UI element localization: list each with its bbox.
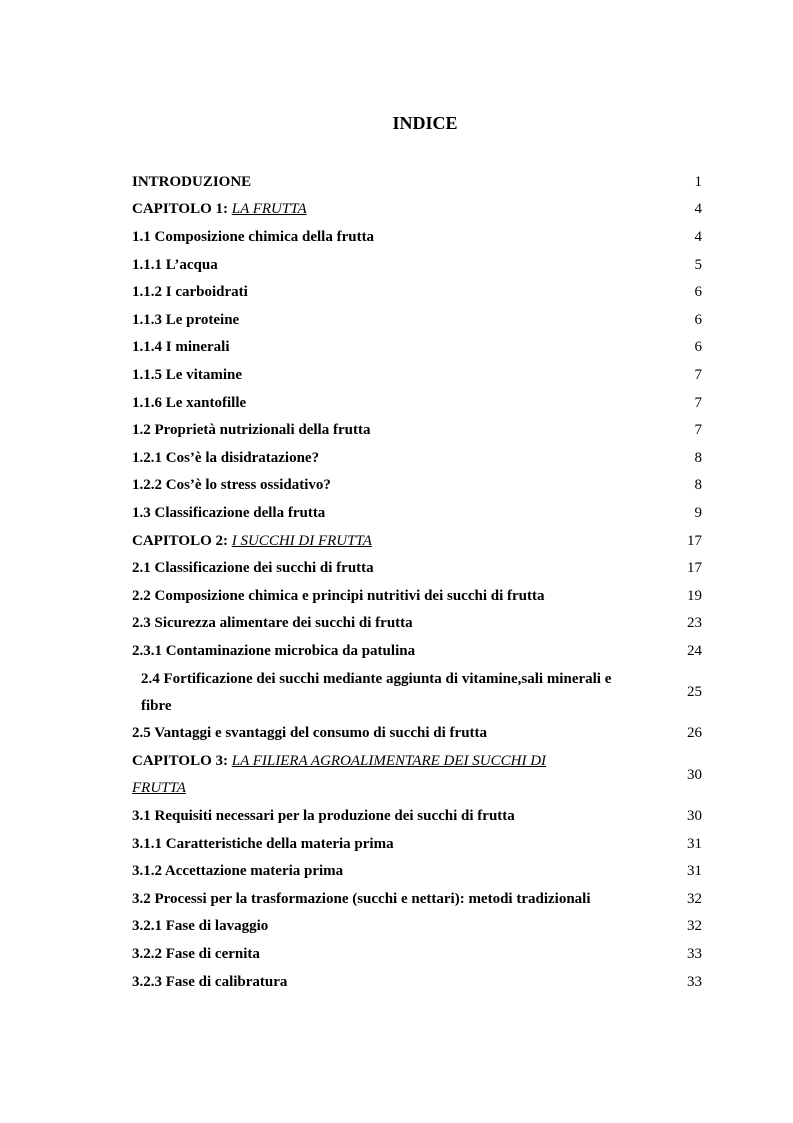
toc-label: 3.1 Requisiti necessari per la produzione dei succhi di frutta bbox=[132, 808, 515, 825]
toc-label-line: fibre bbox=[141, 697, 172, 714]
chapter-title: I SUCCHI DI FRUTTA bbox=[231, 532, 372, 549]
toc-label: 3.2.2 Fase di cernita bbox=[132, 946, 260, 963]
toc-page-number: 24 bbox=[687, 642, 702, 659]
toc-page-number: 19 bbox=[687, 587, 702, 604]
toc-label: INTRODUZIONE bbox=[132, 173, 252, 190]
toc-page-number: 23 bbox=[687, 615, 702, 632]
toc-label: 1.1.5 Le vitamine bbox=[132, 366, 242, 383]
toc-label: 2.2 Composizione chimica e principi nutritivi dei succhi di frutta bbox=[132, 587, 545, 604]
toc-page-number: 7 bbox=[694, 422, 702, 439]
toc-label bbox=[132, 532, 662, 550]
toc-page-number: 8 bbox=[694, 477, 702, 494]
toc-label: 3.2 Processi per la trasformazione (succhi e nettari): metodi tradizionali bbox=[132, 890, 591, 907]
toc-entry[interactable] bbox=[132, 444, 702, 472]
toc-label: 2.3 Sicurezza alimentare dei succhi di frutta bbox=[132, 615, 413, 632]
toc-page-number: 6 bbox=[694, 284, 702, 301]
toc-page-number: 33 bbox=[687, 946, 702, 963]
toc-entry[interactable] bbox=[132, 802, 702, 830]
toc-entry[interactable] bbox=[132, 968, 702, 996]
toc-page-number: 17 bbox=[687, 532, 702, 549]
toc-entry[interactable] bbox=[132, 361, 702, 389]
chapter-title: LA FILIERA AGROALIMENTARE DEI SUCCHI DI bbox=[231, 753, 547, 770]
toc-entry[interactable] bbox=[132, 610, 702, 638]
toc-page-number: 6 bbox=[694, 311, 702, 328]
toc-page-number: 32 bbox=[687, 890, 702, 907]
toc-entry[interactable] bbox=[132, 278, 702, 306]
toc-page-number: 7 bbox=[694, 366, 702, 383]
toc-label: 1.1.3 Le proteine bbox=[132, 311, 240, 328]
toc-label: 1.2 Proprietà nutrizionali della frutta bbox=[132, 422, 371, 439]
toc-label: 1.1.4 I minerali bbox=[132, 339, 230, 356]
toc-label-line: 2.4 Fortificazione dei succhi mediante aggiunta di vitamine,sali minerali e bbox=[141, 670, 612, 687]
toc-label: 1.2.1 Cos’è la disidratazione? bbox=[132, 449, 320, 466]
chapter-title: LA FRUTTA bbox=[231, 201, 307, 218]
toc-entry[interactable] bbox=[132, 582, 702, 610]
chapter-prefix: CAPITOLO 2: bbox=[132, 532, 232, 549]
toc-entry[interactable] bbox=[132, 857, 702, 885]
toc-label: 1.1 Composizione chimica della frutta bbox=[132, 228, 375, 245]
toc-label: 1.2.2 Cos’è lo stress ossidativo? bbox=[132, 477, 331, 494]
toc-page-number: 25 bbox=[687, 684, 702, 701]
toc-entry[interactable] bbox=[132, 472, 702, 500]
toc-label: 1.3 Classificazione della frutta bbox=[132, 504, 326, 521]
toc-page-number: 5 bbox=[694, 256, 702, 273]
toc-page-number: 32 bbox=[687, 918, 702, 935]
toc-entry[interactable] bbox=[132, 251, 702, 279]
toc-page-number: 8 bbox=[694, 449, 702, 466]
toc-label: 2.5 Vantaggi e svantaggi del consumo di succhi di frutta bbox=[132, 725, 488, 742]
toc-page-number: 7 bbox=[694, 394, 702, 411]
toc-label bbox=[132, 200, 662, 218]
toc-page-number: 4 bbox=[694, 201, 702, 218]
toc-page-number: 1 bbox=[694, 173, 702, 190]
toc-page-number: 30 bbox=[687, 766, 702, 783]
toc-entry[interactable] bbox=[132, 637, 702, 665]
toc-label: 1.1.2 I carboidrati bbox=[132, 284, 248, 301]
toc-page-number: 6 bbox=[694, 339, 702, 356]
page-title: INDICE bbox=[392, 113, 458, 133]
toc-label: 3.1.2 Accettazione materia prima bbox=[132, 863, 344, 880]
toc-entry[interactable] bbox=[132, 334, 702, 362]
toc-label: 3.2.1 Fase di lavaggio bbox=[132, 918, 269, 935]
toc-page-number: 30 bbox=[687, 808, 702, 825]
toc-page-number: 9 bbox=[694, 504, 702, 521]
toc-entry[interactable] bbox=[132, 389, 702, 417]
table-of-contents bbox=[132, 168, 702, 995]
toc-page-number: 31 bbox=[687, 863, 702, 880]
toc-label: 2.1 Classificazione dei succhi di frutta bbox=[132, 560, 374, 577]
toc-entry[interactable] bbox=[132, 665, 702, 720]
toc-entry[interactable] bbox=[132, 499, 702, 527]
toc-page-number: 17 bbox=[687, 560, 702, 577]
toc-label: 3.2.3 Fase di calibratura bbox=[132, 973, 288, 990]
toc-label: 1.1.6 Le xantofille bbox=[132, 394, 247, 411]
toc-page-number: 4 bbox=[694, 228, 702, 245]
toc-entry[interactable] bbox=[132, 940, 702, 968]
toc-label: 3.1.1 Caratteristiche della materia prima bbox=[132, 835, 394, 852]
toc-label: 2.3.1 Contaminazione microbica da patulina bbox=[132, 642, 416, 659]
toc-chapter-2[interactable] bbox=[132, 527, 702, 555]
toc-entry[interactable] bbox=[132, 885, 702, 913]
toc-label bbox=[132, 670, 662, 715]
toc-entry-introduzione[interactable] bbox=[132, 168, 702, 196]
toc-chapter-3[interactable] bbox=[132, 747, 702, 802]
toc-entry[interactable] bbox=[132, 416, 702, 444]
chapter-prefix: CAPITOLO 3: bbox=[132, 753, 232, 770]
toc-page-number: 31 bbox=[687, 835, 702, 852]
toc-entry[interactable] bbox=[132, 830, 702, 858]
toc-entry[interactable] bbox=[132, 913, 702, 941]
toc-chapter-1[interactable] bbox=[132, 196, 702, 224]
toc-page-number: 33 bbox=[687, 973, 702, 990]
toc-entry[interactable] bbox=[132, 223, 702, 251]
toc-entry[interactable] bbox=[132, 554, 702, 582]
toc-entry[interactable] bbox=[132, 720, 702, 748]
toc-label: 1.1.1 L’acqua bbox=[132, 256, 218, 273]
toc-page-number: 26 bbox=[687, 725, 702, 742]
chapter-title: FRUTTA bbox=[132, 780, 186, 797]
toc-entry[interactable] bbox=[132, 306, 702, 334]
toc-label bbox=[132, 752, 662, 797]
chapter-prefix: CAPITOLO 1: bbox=[132, 201, 232, 218]
